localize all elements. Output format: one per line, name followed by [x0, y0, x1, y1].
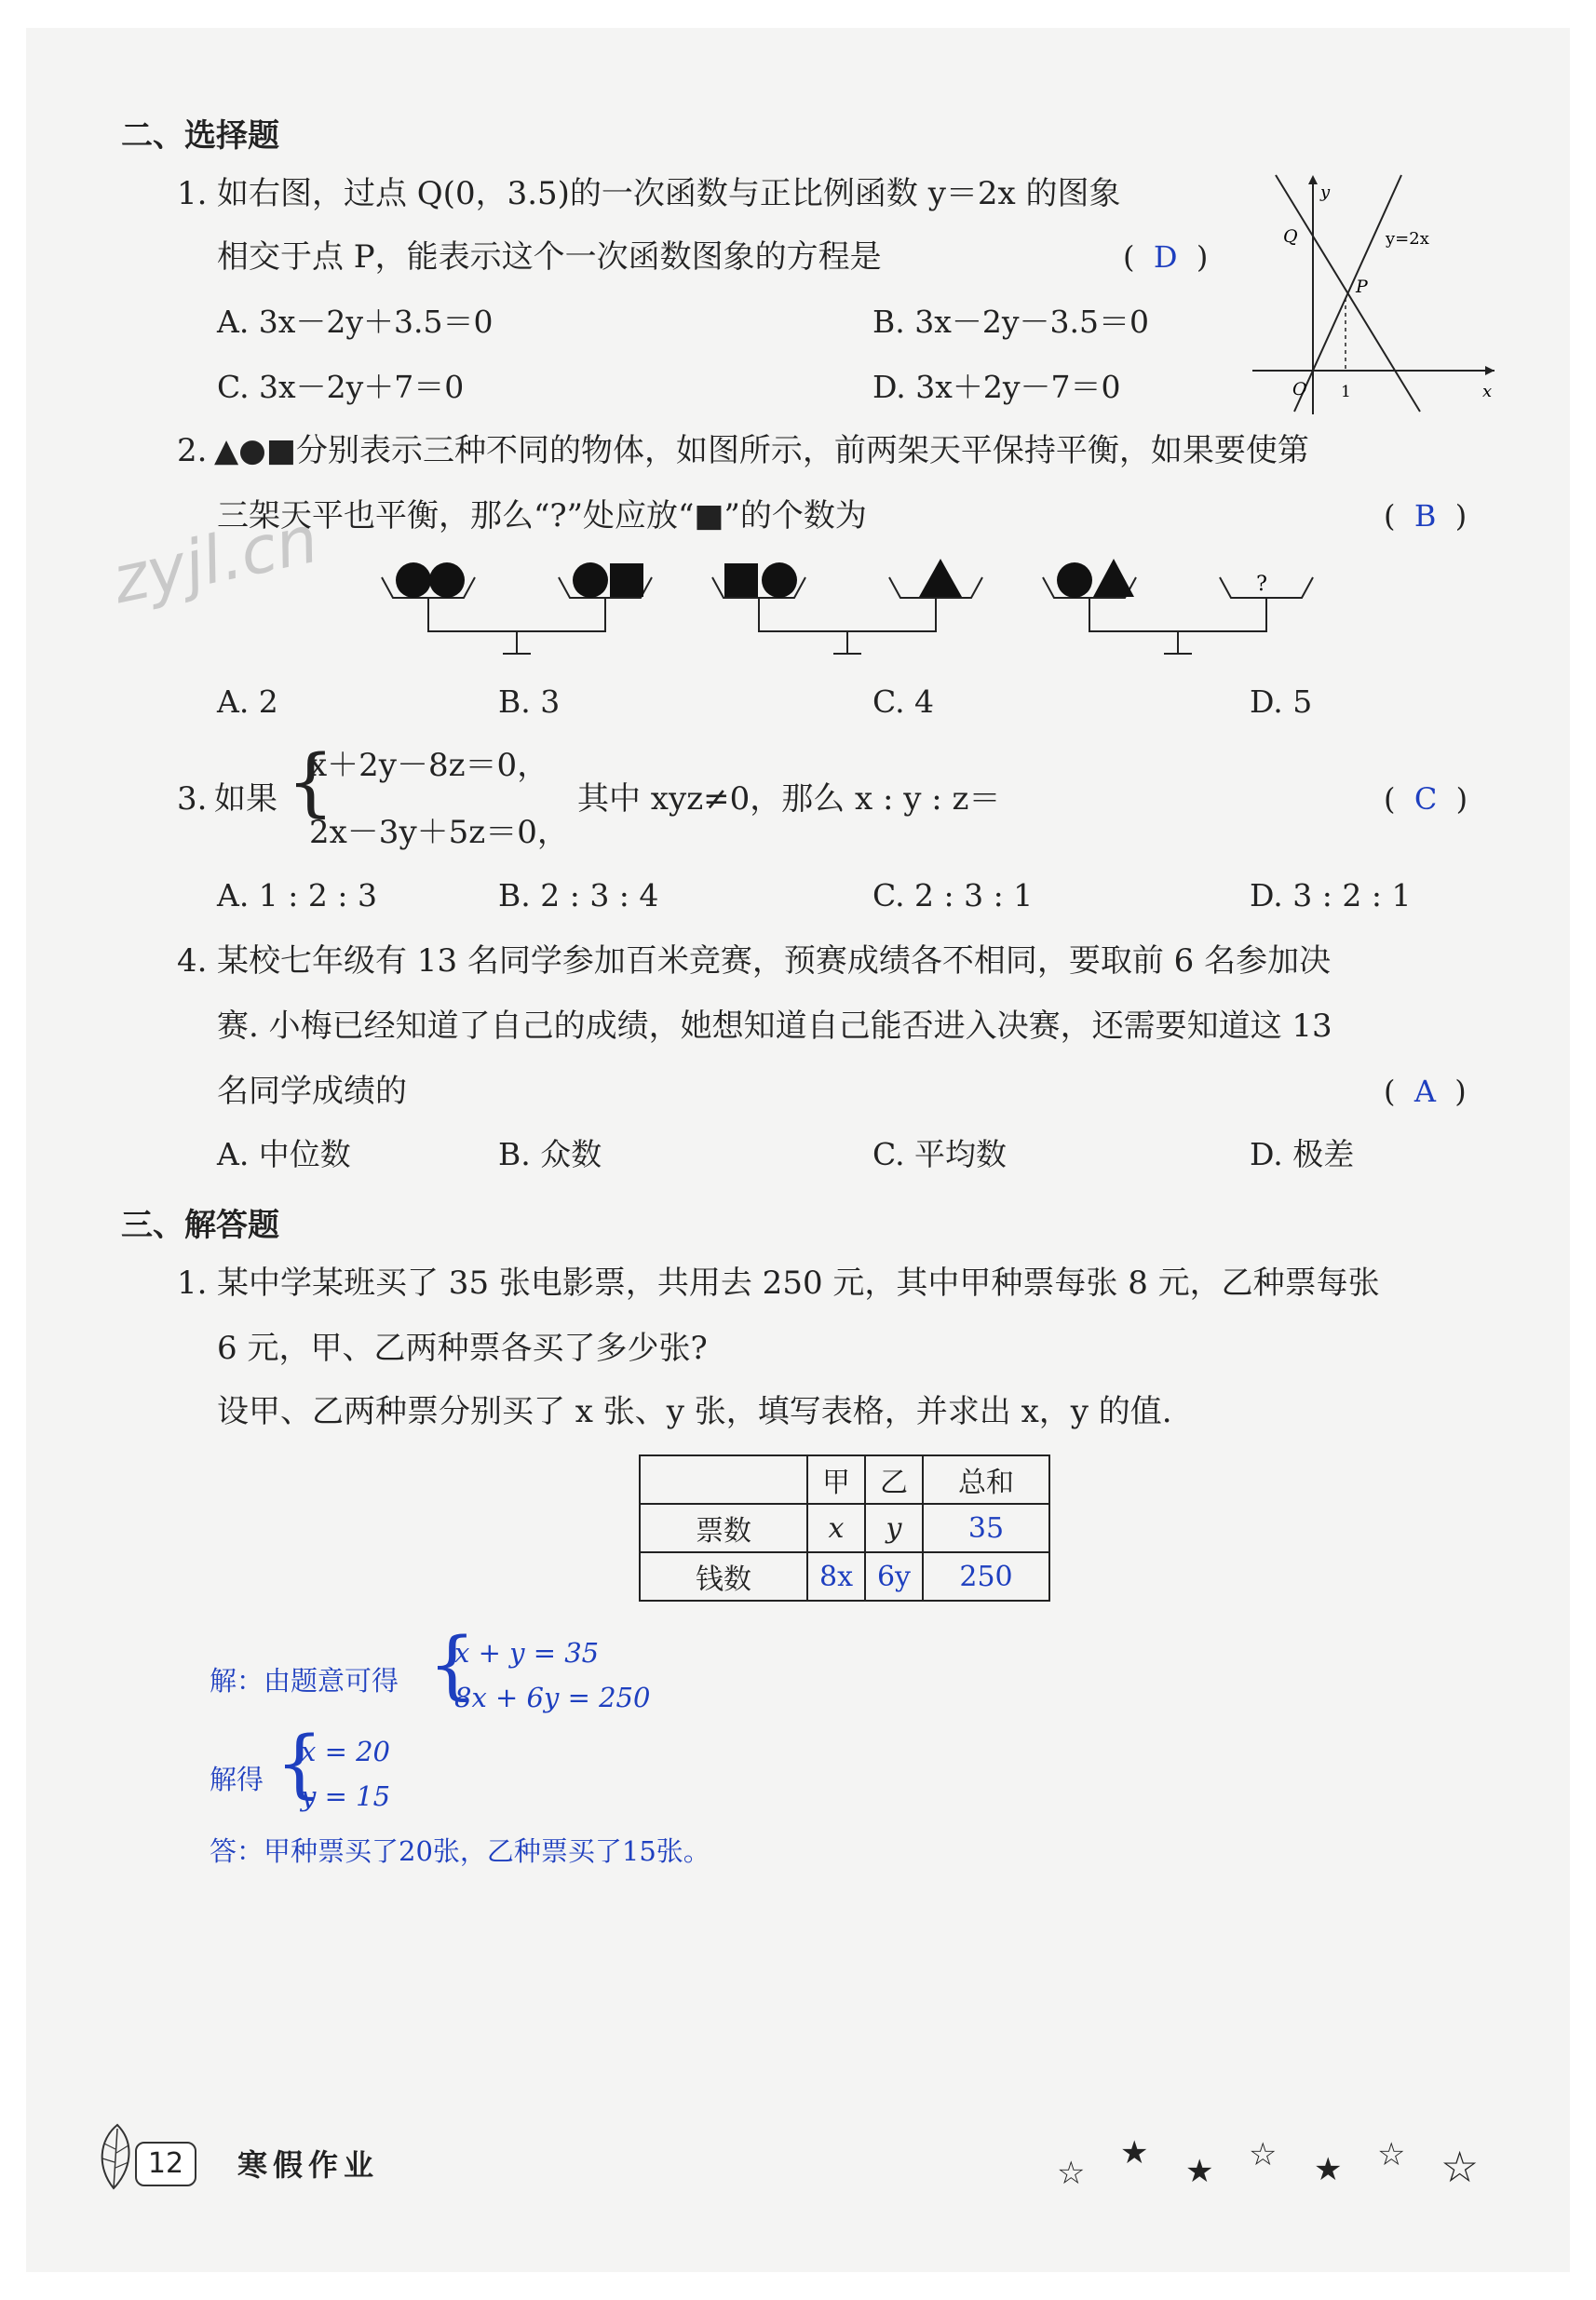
q1-answer: D [1153, 239, 1178, 275]
q3-option-a: A. 1 : 2 : 3 [217, 877, 377, 913]
balance-1 [382, 562, 652, 654]
q2-answer: B [1413, 498, 1437, 534]
q2-option-b: B. 3 [498, 683, 561, 720]
table-row [640, 1552, 1049, 1601]
q2-text-line1: ▲●■分别表示三种不同的物体，如图所示，前两架天平保持平衡，如果要使第 [214, 432, 1309, 469]
q1-option-a: A. 3x－2y＋3.5＝0 [217, 304, 494, 340]
q2-text-line2: 三架天平也平衡，那么“?”处应放“■”的个数为 [217, 497, 867, 534]
q3-text-suffix: 其中 xyz≠0，那么 x : y : z＝ [577, 780, 1001, 818]
q3-answer-bracket: ( C ) [1384, 781, 1468, 817]
solution-brace-2: { [276, 1720, 323, 1806]
graph-origin-label: O [1292, 379, 1307, 399]
q3-equation-2: 2x－3y＋5z＝0， [309, 814, 569, 851]
star-icon: ☆ [1377, 2136, 1406, 2173]
q2-option-c: C. 4 [872, 683, 935, 720]
page-number: 12 [135, 2142, 196, 2186]
q1-text-line2: 相交于点 P，能表示这个一次函数图象的方程是 [217, 238, 882, 276]
table-cell: 6y [865, 1552, 923, 1601]
solution-label-2: 解得 [210, 1764, 264, 1795]
balance-2 [712, 559, 982, 654]
q2-answer-bracket: ( B ) [1384, 498, 1468, 534]
q1-option-b: B. 3x－2y－3.5＝0 [872, 304, 1149, 340]
s3-q1-text-line3: 设甲、乙两种票分别买了 x 张、y 张，填写表格，并求出 x，y 的值. [217, 1393, 1172, 1430]
table-header-row [640, 1455, 1049, 1504]
s3-q1-number: 1. [177, 1265, 208, 1302]
q1-function-graph [1248, 168, 1499, 419]
q4-answer: A [1413, 1074, 1436, 1109]
star-icon: ☆ [1440, 2142, 1480, 2192]
table-cell: 35 [923, 1504, 1049, 1552]
balance-figure [372, 549, 1341, 670]
q1-option-c: C. 3x－2y＋7＝0 [217, 369, 465, 405]
solution-sys1-eq2: 8x + 6y = 250 [454, 1682, 651, 1713]
q3-prefix: 如果 [214, 780, 277, 818]
q3-option-b: B. 2 : 3 : 4 [498, 877, 659, 913]
section-heading-answer: 三、解答题 [121, 1207, 279, 1244]
graph-p-label: P [1356, 277, 1368, 297]
table-header-cell: 乙 [865, 1455, 923, 1504]
q4-number: 4. [177, 942, 208, 980]
x-axis-arrow [1485, 366, 1495, 375]
solution-answer-line: 答：甲种票买了20张，乙种票买了15张。 [210, 1835, 710, 1867]
q3-brace: { [287, 738, 334, 825]
table-row [640, 1504, 1049, 1552]
solution-sys1-eq1: x + y = 35 [454, 1637, 600, 1669]
q2-number: 2. [177, 432, 208, 469]
solution-sys2-eq2: y = 15 [301, 1780, 391, 1812]
q2-option-a: A. 2 [217, 683, 278, 720]
table-cell: 250 [923, 1552, 1049, 1601]
star-icon: ☆ [1057, 2155, 1086, 2192]
y-axis-arrow [1308, 175, 1318, 184]
graph-one-label: 1 [1341, 383, 1351, 401]
table-header-cell [640, 1455, 807, 1504]
star-icon: ★ [1314, 2151, 1343, 2188]
q4-text-line3: 名同学成绩的 [217, 1073, 407, 1110]
ticket-table [639, 1454, 1050, 1602]
table-header-cell: 甲 [807, 1455, 865, 1504]
s3-q1-text-line1: 某中学某班买了 35 张电影票，共用去 250 元，其中甲种票每张 8 元，乙种票每张 [217, 1265, 1380, 1302]
q4-text-line1: 某校七年级有 13 名同学参加百米竞赛，预赛成绩各不相同，要取前 6 名参加决 [217, 942, 1332, 980]
table-cell: 票数 [640, 1504, 807, 1552]
balance-3 [1043, 559, 1313, 654]
table-cell: 钱数 [640, 1552, 807, 1601]
q4-option-d: D. 极差 [1250, 1136, 1355, 1172]
table-header-cell: 总和 [923, 1455, 1049, 1504]
s3-q1-text-line2: 6 元，甲、乙两种票各买了多少张? [217, 1330, 708, 1367]
q1-text-line1: 如右图，过点 Q(0，3.5)的一次函数与正比例函数 y＝2x 的图象 [217, 175, 1121, 212]
table-cell: y [865, 1504, 923, 1552]
q2-option-d: D. 5 [1250, 683, 1313, 720]
table-cell: x [807, 1504, 865, 1552]
q3-answer: C [1413, 781, 1438, 817]
star-icon: ☆ [1249, 2136, 1278, 2173]
q3-option-d: D. 3 : 2 : 1 [1250, 877, 1412, 913]
q1-option-d: D. 3x＋2y－7＝0 [872, 369, 1121, 405]
solution-brace-1: { [428, 1621, 476, 1708]
star-icon: ★ [1120, 2134, 1149, 2171]
q1-number: 1. [177, 175, 208, 212]
q3-option-c: C. 2 : 3 : 1 [872, 877, 1034, 913]
section-heading-choice: 二、选择题 [121, 117, 279, 155]
line-y-2x [1294, 175, 1401, 412]
q4-text-line2: 赛. 小梅已经知道了自己的成绩，她想知道自己能否进入决赛，还需要知道这 13 [217, 1008, 1332, 1045]
watermark: zyjl.cn [105, 500, 325, 619]
q4-option-c: C. 平均数 [872, 1136, 1008, 1172]
footer-title: 寒假作业 [237, 2147, 380, 2183]
graph-q-label: Q [1283, 226, 1298, 247]
q4-option-b: B. 众数 [498, 1136, 602, 1172]
graph-y-label: y [1320, 183, 1331, 202]
graph-x-label: x [1482, 382, 1493, 401]
footer-stars [1057, 2132, 1495, 2192]
balance-question-mark: ? [1256, 573, 1267, 596]
table-cell: 8x [807, 1552, 865, 1601]
q1-answer-bracket: ( D ) [1123, 239, 1209, 275]
graph-line-label: y=2x [1386, 229, 1429, 249]
q4-option-a: A. 中位数 [217, 1136, 351, 1172]
q4-answer-bracket: ( A ) [1384, 1074, 1467, 1109]
q3-equation-1: x＋2y－8z＝0， [309, 747, 549, 784]
star-icon: ★ [1185, 2153, 1214, 2190]
solution-label-1: 解：由题意可得 [210, 1665, 399, 1697]
solution-sys2-eq1: x = 20 [301, 1736, 390, 1767]
q3-number: 3. [177, 780, 208, 818]
